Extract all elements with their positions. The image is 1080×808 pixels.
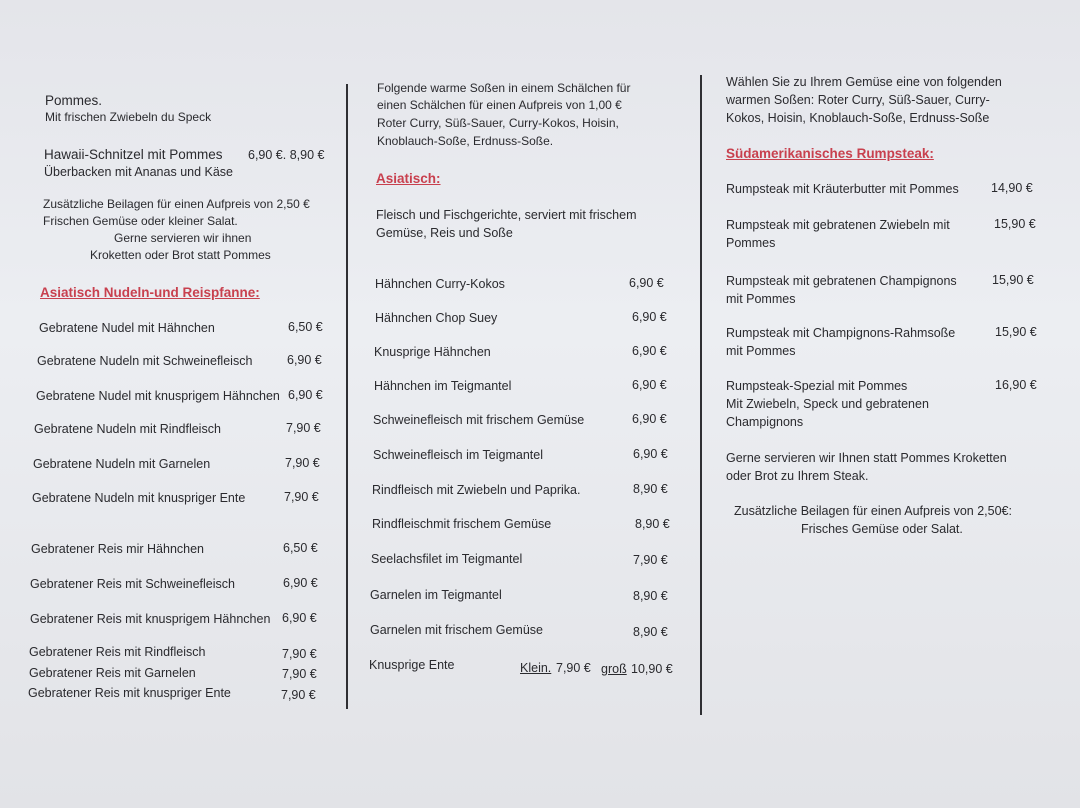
sauce-intro-line: einen Schälchen für einen Aufpreis von 1,00 € [377,98,622,112]
menu-item-price: 7,90 € [284,490,319,504]
hawaii-title: Hawaii-Schnitzel mit Pommes [44,147,223,162]
menu-item-name: Gebratene Nudel mit knusprigem Hähnchen [36,389,280,403]
menu-item-name: Gebratener Reis mit Garnelen [29,666,196,680]
menu-item-name: Gebratene Nudel mit Hähnchen [39,321,215,335]
menu-item-price: 6,90 € [287,353,322,367]
menu-item-price: 7,90 € [282,647,317,661]
menu-item-name: Hähnchen im Teigmantel [374,379,512,393]
menu-item-name: Garnelen im Teigmantel [370,588,502,602]
menu-item-price: 15,90 € [994,217,1036,231]
ente-klein-price: 7,90 € [556,661,591,675]
section-title-nudeln: Asiatisch Nudeln-und Reispfanne: [40,285,260,300]
menu-item-price: 8,90 € [633,482,668,496]
sauce-intro-line: Roter Curry, Süß-Sauer, Curry-Kokos, Hoisin, [377,116,619,130]
note-line: Gerne servieren wir Ihnen statt Pommes Kroketten [726,451,1007,465]
menu-item-name: Rumpsteak mit Champignons-Rahmsoße [726,326,956,340]
menu-item-name: Rumpsteak mit gebratenen Zwiebeln mit [726,218,950,232]
menu-item-price: 6,90 € [282,611,317,625]
menu-item-price: 6,90 € [283,576,318,590]
menu-item-price: 16,90 € [995,378,1037,392]
menu-item-price: 7,90 € [633,553,668,567]
menu-item-name: Rumpsteak mit Kräuterbutter mit Pommes [726,182,959,196]
menu-item-price: 7,90 € [286,421,321,435]
section-title-asiatisch: Asiatisch: [376,171,441,186]
pommes-subtitle: Mit frischen Zwiebeln du Speck [45,110,212,124]
menu-item-price: 6,90 € [632,378,667,392]
menu-item-name: Garnelen mit frischem Gemüse [370,623,543,637]
pommes-title: Pommes. [45,93,103,108]
menu-item-name: Hähnchen Curry-Kokos [375,277,505,291]
ente-name: Knusprige Ente [369,658,455,672]
ente-gross-price: 10,90 € [631,662,673,676]
menu-item-name: Gebratener Reis mit knusprigem Hähnchen [30,612,271,626]
menu-item-price: 8,90 € [633,589,668,603]
hawaii-prices: 6,90 €. 8,90 € [248,148,325,162]
menu-item-name: Gebratener Reis mit knuspriger Ente [28,686,231,700]
section-description: Fleisch und Fischgerichte, serviert mit frischem [376,208,637,222]
menu-item-price: 7,90 € [285,456,320,470]
menu-item-name: Gebratener Reis mir Hähnchen [31,542,204,556]
column-divider [700,75,702,715]
menu-item-name: Rindfleisch mit Zwiebeln und Paprika. [372,483,581,497]
menu-item-name: Rumpsteak-Spezial mit Pommes [726,379,908,393]
extras-line: Kroketten oder Brot statt Pommes [90,248,271,262]
menu-item-name: Gebratene Nudeln mit Rindfleisch [34,422,221,436]
sauce-intro-line: Folgende warme Soßen in einem Schälchen für [377,81,631,95]
ente-klein-label: Klein. [520,661,552,675]
ente-gross-label: groß [601,662,627,676]
column-divider [346,84,348,709]
hawaii-subtitle: Überbacken mit Ananas und Käse [44,165,234,179]
menu-item-price: 6,50 € [288,320,323,334]
menu-item-price: 6,90 € [632,412,667,426]
menu-item-name: Champignons [726,415,804,429]
menu-item-price: 6,90 € [288,388,323,402]
menu-item-price: 15,90 € [992,273,1034,287]
extras-line: Zusätzliche Beilagen für einen Aufpreis von 2,50€: [734,504,1012,518]
extras-line: Zusätzliche Beilagen für einen Aufpreis von 2,50 € [43,197,310,211]
extras-line: Frischen Gemüse oder kleiner Salat. [43,214,238,228]
menu-item-price: 6,90 € [632,310,667,324]
sauce-choice-line: Wählen Sie zu Ihrem Gemüse eine von folgenden [726,75,1002,89]
menu-item-name: Pommes [726,236,776,250]
menu-item-price: 14,90 € [991,181,1033,195]
menu-item-price: 6,90 € [632,344,667,358]
menu-item-price: 6,90 € [633,447,668,461]
menu-item-price: 7,90 € [281,688,316,702]
menu-item-name: Hähnchen Chop Suey [375,311,498,325]
menu-item-price: 6,50 € [283,541,318,555]
menu-item-name: Rindfleischmit frischem Gemüse [372,517,552,531]
menu-item-name: Knusprige Hähnchen [374,345,491,359]
menu-item-name: Mit Zwiebeln, Speck und gebratenen [726,397,929,411]
section-title-rumpsteak: Südamerikanisches Rumpsteak: [726,146,934,161]
menu-item-price: 6,90 € [629,276,664,290]
menu-item-name: mit Pommes [726,292,796,306]
menu-item-name: Schweinefleisch mit frischem Gemüse [373,413,585,427]
sauce-choice-line: warmen Soßen: Roter Curry, Süß-Sauer, Curry- [726,93,990,107]
section-description: Gemüse, Reis und Soße [376,226,513,240]
menu-item-name: Gebratene Nudeln mit Garnelen [33,457,211,471]
menu-item-price: 8,90 € [633,625,668,639]
sauce-intro-line: Knoblauch-Soße, Erdnuss-Soße. [377,134,554,148]
menu-item-name: Gebratene Nudeln mit Schweinefleisch [37,354,253,368]
menu-item-price: 8,90 € [635,517,670,531]
menu-item-name: Rumpsteak mit gebratenen Champignons [726,274,957,288]
extras-line: Frisches Gemüse oder Salat. [801,522,963,536]
menu-item-name: Gebratene Nudeln mit knuspriger Ente [32,491,246,505]
menu-item-name: mit Pommes [726,344,796,358]
sauce-choice-line: Kokos, Hoisin, Knoblauch-Soße, Erdnuss-Soße [726,111,990,125]
menu-item-name: Gebratener Reis mit Rindfleisch [29,645,206,659]
menu-item-price: 7,90 € [282,667,317,681]
extras-line: Gerne servieren wir ihnen [114,231,252,245]
menu-item-price: 15,90 € [995,325,1037,339]
menu-item-name: Gebratener Reis mit Schweinefleisch [30,577,235,591]
menu-item-name: Seelachsfilet im Teigmantel [371,552,523,566]
note-line: oder Brot zu Ihrem Steak. [726,469,869,483]
menu-item-name: Schweinefleisch im Teigmantel [373,448,543,462]
